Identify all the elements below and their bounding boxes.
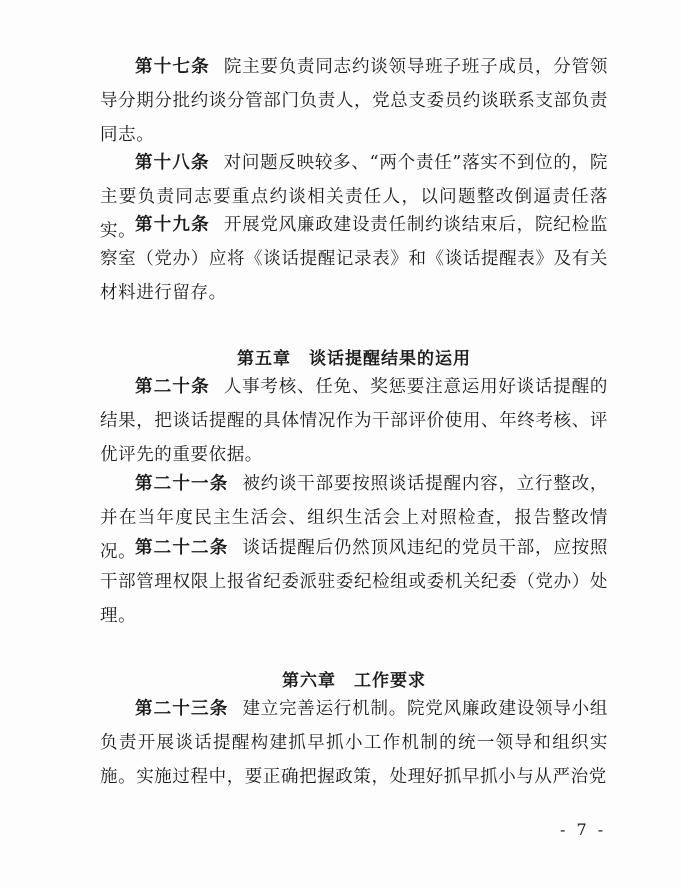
article-20	[100, 370, 608, 472]
chapter-number: 第五章	[237, 349, 291, 369]
article-number: 第十八条	[135, 153, 210, 173]
article-text: 被约谈干部要按照谈话提醒内容，立行整改，并在当年度民主生活会、组织生活会上对照检查，报告整改情况。	[100, 474, 608, 562]
chapter-5-heading	[100, 344, 608, 369]
article-number: 第二十条	[135, 377, 210, 397]
article-text: 院主要负责同志约谈领导班子班子成员，分管领导分期分批约谈分管部门负责人，党总支委员约谈联系支部负责同志。	[100, 57, 609, 145]
article-19	[100, 208, 608, 310]
article-17	[100, 50, 608, 152]
article-23	[100, 692, 608, 794]
article-text: 人事考核、任免、奖惩要注意运用好谈话提醒的结果，把谈话提醒的具体情况作为干部评价使用、年终考核、评优评先的重要依据。	[100, 377, 609, 465]
article-number: 第二十一条	[135, 474, 229, 494]
chapter-number: 第六章	[282, 671, 336, 691]
chapter-title: 工作要求	[354, 671, 426, 691]
article-number: 第十七条	[135, 57, 210, 77]
chapter-title: 谈话提醒结果的运用	[309, 349, 471, 369]
page-number: - 7 -	[560, 820, 607, 839]
article-number: 第十九条	[135, 215, 210, 235]
article-text: 开展党风廉政建设责任制约谈结束后，院纪检监察室（党办）应将《谈话提醒记录表》和《谈话提醒表》及有关材料进行留存。	[100, 215, 609, 303]
article-text: 对问题反映较多、“两个责任”落实不到位的，院主要负责同志要重点约谈相关责任人，以问题整改倒逼责任落实。	[100, 153, 608, 241]
article-text: 谈话提醒后仍然顶风违纪的党员干部，应按照干部管理权限上报省纪委派驻委纪检组或委机关纪委（党办）处理。	[100, 538, 608, 626]
article-number: 第二十三条	[135, 699, 229, 719]
article-22	[100, 531, 608, 633]
article-text: 建立完善运行机制。院党风廉政建设领导小组负责开展谈话提醒构建抓早抓小工作机制的统一领导和组织实施。实施过程中，要正确把握政策，处理好抓早抓小与从严治党	[100, 699, 608, 787]
article-number: 第二十二条	[135, 538, 229, 558]
chapter-6-heading	[100, 666, 608, 691]
